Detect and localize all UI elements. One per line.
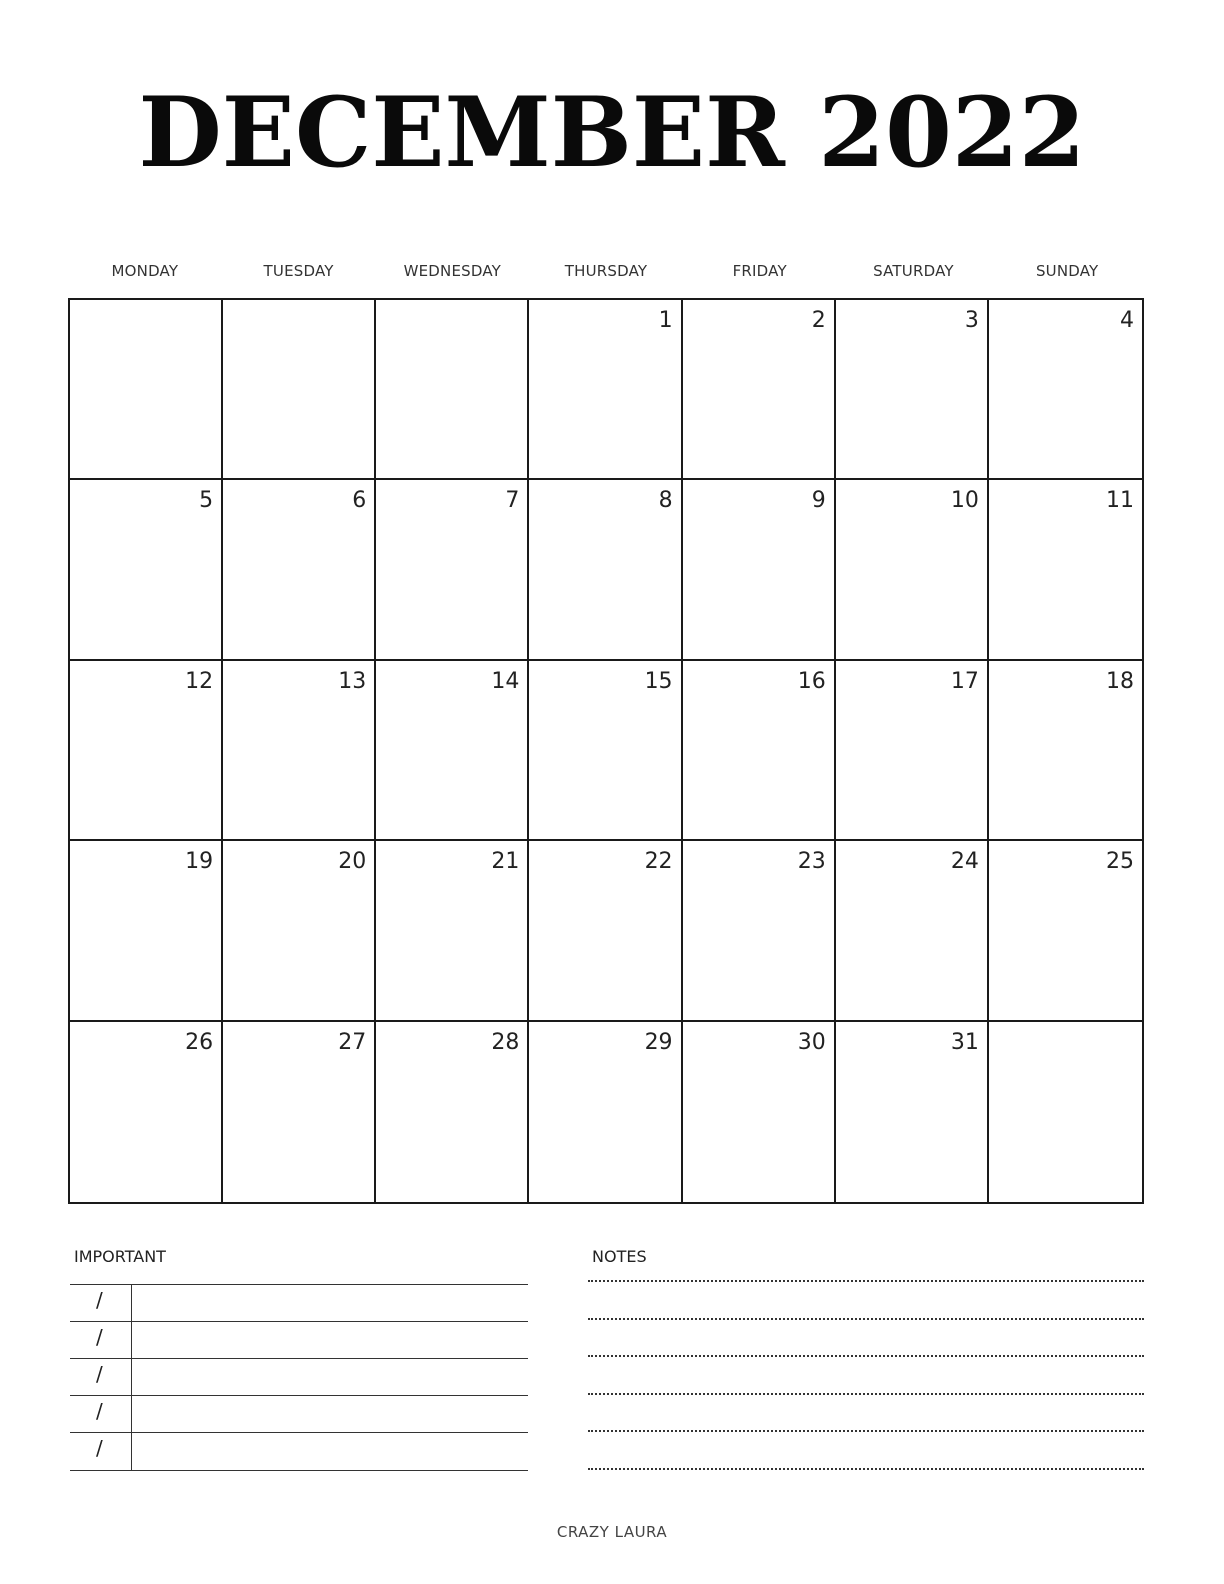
day-cell[interactable]	[223, 480, 376, 660]
day-cell[interactable]	[989, 480, 1142, 660]
note-line[interactable]	[588, 1395, 1144, 1433]
day-number: 20	[338, 849, 367, 875]
day-cell[interactable]	[529, 480, 682, 660]
day-cell[interactable]	[529, 841, 682, 1021]
day-number: 23	[797, 849, 826, 875]
day-number: 15	[644, 668, 673, 694]
note-line[interactable]	[588, 1432, 1144, 1470]
day-number: 14	[491, 668, 520, 694]
important-row[interactable]	[70, 1358, 528, 1395]
day-number: 19	[185, 849, 214, 875]
note-line[interactable]	[588, 1320, 1144, 1358]
day-cell[interactable]	[70, 661, 223, 841]
day-number: 2	[811, 308, 826, 333]
day-number: 18	[1105, 668, 1134, 694]
day-cell[interactable]	[70, 841, 223, 1021]
important-row[interactable]	[70, 1395, 528, 1432]
day-cell[interactable]	[529, 661, 682, 841]
weekday-header	[68, 262, 1144, 282]
day-number: 26	[185, 1029, 214, 1055]
day-number: 17	[950, 668, 979, 694]
day-cell[interactable]	[376, 1022, 529, 1202]
day-number: 9	[811, 488, 826, 514]
important-label: IMPORTANT	[74, 1247, 166, 1266]
day-cell[interactable]	[70, 1022, 223, 1202]
weekday-label: TUESDAY	[263, 262, 334, 280]
day-cell[interactable]	[529, 300, 682, 480]
day-number: 11	[1105, 488, 1134, 514]
day-cell[interactable]	[989, 841, 1142, 1021]
weekday-label: SATURDAY	[873, 262, 954, 280]
day-cell[interactable]	[683, 300, 836, 480]
important-row[interactable]	[70, 1284, 528, 1321]
day-cell[interactable]	[70, 300, 223, 480]
day-cell[interactable]	[223, 300, 376, 480]
day-cell[interactable]	[836, 661, 989, 841]
weekday-label: WEDNESDAY	[403, 262, 502, 280]
day-cell[interactable]	[70, 480, 223, 660]
day-number: 28	[491, 1029, 520, 1055]
important-date-slot[interactable]: /	[70, 1433, 132, 1470]
day-number: 6	[352, 488, 367, 514]
day-number: 10	[950, 488, 979, 514]
day-number: 16	[797, 668, 826, 694]
day-cell[interactable]	[836, 841, 989, 1021]
day-cell[interactable]	[376, 480, 529, 660]
notes-label: NOTES	[592, 1247, 647, 1266]
day-cell[interactable]	[683, 1022, 836, 1202]
day-number: 1	[658, 308, 673, 333]
day-number: 7	[505, 488, 520, 514]
day-cell[interactable]	[376, 300, 529, 480]
day-number: 27	[338, 1029, 367, 1055]
day-cell[interactable]	[376, 661, 529, 841]
day-cell[interactable]	[529, 1022, 682, 1202]
important-date-slot[interactable]: /	[70, 1285, 132, 1321]
footer-brand: CRAZY LAURA	[556, 1523, 668, 1541]
important-list	[70, 1284, 528, 1471]
important-text-slot[interactable]	[132, 1359, 528, 1395]
important-row[interactable]	[70, 1321, 528, 1358]
note-line[interactable]	[588, 1282, 1144, 1320]
day-cell[interactable]	[836, 480, 989, 660]
important-text-slot[interactable]	[132, 1285, 528, 1321]
day-number: 3	[964, 308, 979, 333]
day-number: 22	[644, 849, 673, 875]
day-number: 4	[1119, 308, 1134, 333]
day-cell[interactable]	[223, 661, 376, 841]
day-number: 8	[658, 488, 673, 514]
day-number: 31	[950, 1029, 979, 1055]
day-cell[interactable]	[989, 300, 1142, 480]
notes-lines	[588, 1280, 1144, 1470]
note-line[interactable]	[588, 1357, 1144, 1395]
day-number: 29	[644, 1029, 673, 1055]
day-number: 25	[1105, 849, 1134, 875]
calendar-grid	[68, 298, 1144, 1204]
weekday-label: FRIDAY	[732, 262, 787, 280]
day-cell[interactable]	[989, 661, 1142, 841]
day-cell[interactable]	[376, 841, 529, 1021]
day-number: 21	[491, 849, 520, 875]
day-cell[interactable]	[223, 1022, 376, 1202]
day-cell[interactable]	[683, 661, 836, 841]
day-number: 24	[950, 849, 979, 875]
day-cell[interactable]	[836, 1022, 989, 1202]
weekday-label: SUNDAY	[1035, 262, 1099, 280]
day-number: 5	[199, 488, 214, 514]
weekday-label: THURSDAY	[564, 262, 648, 280]
important-text-slot[interactable]	[132, 1396, 528, 1432]
day-cell[interactable]	[989, 1022, 1142, 1202]
important-row[interactable]	[70, 1432, 528, 1471]
page-title: DECEMBER 2022	[138, 76, 1086, 189]
day-cell[interactable]	[223, 841, 376, 1021]
day-cell[interactable]	[683, 841, 836, 1021]
day-cell[interactable]	[683, 480, 836, 660]
important-date-slot[interactable]: /	[70, 1359, 132, 1395]
important-date-slot[interactable]: /	[70, 1396, 132, 1432]
weekday-label: MONDAY	[111, 262, 179, 280]
important-text-slot[interactable]	[132, 1433, 528, 1470]
day-number: 13	[338, 668, 367, 694]
day-number: 30	[797, 1029, 826, 1055]
important-date-slot[interactable]: /	[70, 1322, 132, 1358]
day-number: 12	[185, 668, 214, 694]
important-text-slot[interactable]	[132, 1322, 528, 1358]
day-cell[interactable]	[836, 300, 989, 480]
